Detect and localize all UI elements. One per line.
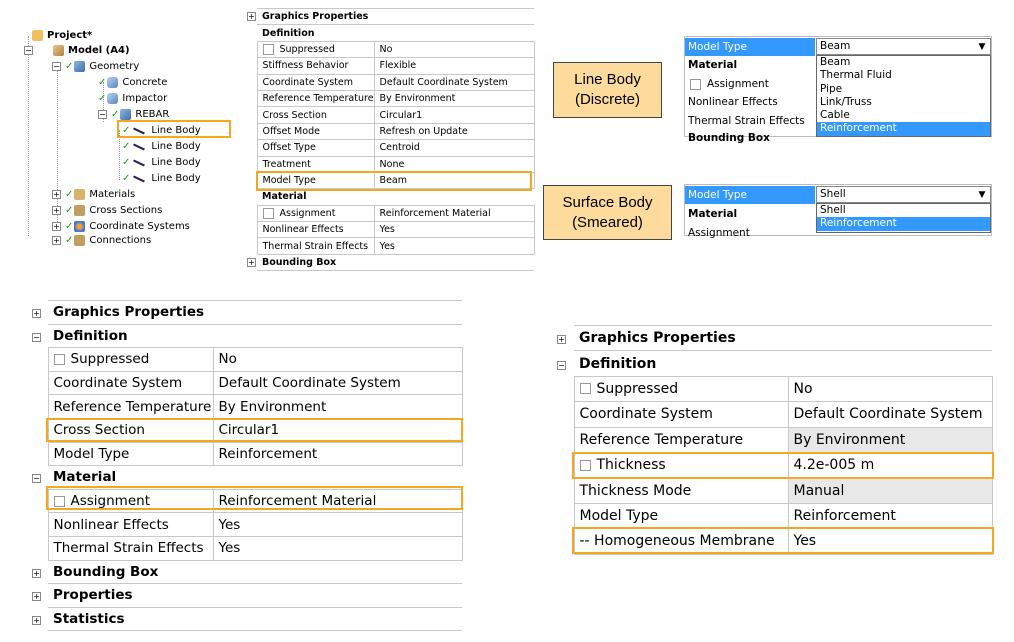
option-cable[interactable]: Cable bbox=[820, 109, 850, 122]
solid-body-icon bbox=[107, 93, 118, 104]
checkbox[interactable] bbox=[263, 208, 274, 219]
surface-body-label: Surface Body (Smeared) bbox=[543, 185, 672, 240]
tree-item-project[interactable]: Project* bbox=[32, 28, 92, 43]
tree-item-line-body[interactable]: ✓ Line Body bbox=[122, 141, 201, 152]
expand-icon[interactable]: + bbox=[33, 568, 40, 578]
collapse-icon[interactable]: − bbox=[25, 46, 32, 55]
tree-item-line-body[interactable]: ✓ Line Body bbox=[122, 125, 201, 136]
tree-item-connections[interactable]: + ✓ Connections bbox=[53, 235, 152, 246]
prop-row[interactable]: Reference Temperature By Environment bbox=[247, 90, 534, 106]
geometry-icon bbox=[74, 61, 85, 72]
prop-row-homogeneous-membrane[interactable]: -- Homogeneous Membrane Yes bbox=[557, 529, 992, 554]
model-type-options bbox=[816, 55, 991, 137]
prop-row-assignment[interactable]: Assignment Reinforcement Material bbox=[32, 489, 462, 513]
expand-icon[interactable]: + bbox=[33, 592, 40, 602]
section-definition[interactable]: Definition bbox=[257, 25, 534, 41]
collapse-icon[interactable]: − bbox=[33, 474, 40, 484]
details-grid-surface-reinforcement bbox=[557, 325, 993, 555]
model-type-options bbox=[816, 203, 991, 233]
tree-item-geometry[interactable]: − ✓ Geometry bbox=[53, 61, 140, 72]
nonlinear-label: Nonlinear Effects bbox=[688, 96, 778, 108]
check-icon: ✓ bbox=[122, 125, 131, 136]
line-body-icon bbox=[134, 175, 146, 182]
prop-row[interactable]: Nonlinear Effects Yes bbox=[247, 222, 534, 238]
checkbox[interactable] bbox=[263, 44, 274, 55]
section-material[interactable]: Material bbox=[48, 466, 462, 490]
model-type-dropdown-line bbox=[684, 36, 992, 144]
prop-row[interactable]: Nonlinear Effects Yes bbox=[32, 513, 462, 537]
section-material[interactable]: Material bbox=[257, 189, 534, 205]
line-body-label: Line Body (Discrete) bbox=[553, 62, 662, 118]
prop-row[interactable]: Suppressed No bbox=[247, 41, 534, 57]
tree-item-concrete[interactable]: ✓ Concrete bbox=[98, 77, 168, 88]
prop-row-cross-section[interactable]: Cross Section Circular1 bbox=[32, 418, 462, 442]
tree-item-cross-sections[interactable]: + ✓ Cross Sections bbox=[53, 205, 163, 216]
prop-row[interactable]: Reference Temperature By Environment bbox=[557, 427, 992, 452]
section-graphics-properties[interactable]: Graphics Properties bbox=[48, 301, 462, 325]
prop-row[interactable]: Suppressed No bbox=[32, 348, 462, 372]
model-type-combo[interactable]: Shell ▼ bbox=[816, 186, 991, 203]
check-icon: ✓ bbox=[122, 141, 131, 152]
prop-row[interactable]: Coordinate System Default Coordinate System bbox=[32, 371, 462, 395]
cross-section-icon bbox=[74, 205, 85, 216]
expand-icon[interactable]: + bbox=[558, 335, 565, 345]
tree-item-coordinate-systems[interactable]: + ✓ Coordinate Systems bbox=[53, 221, 190, 232]
collapse-icon[interactable]: − bbox=[53, 62, 60, 71]
line-body-icon bbox=[134, 127, 146, 134]
check-icon: ✓ bbox=[122, 173, 131, 184]
materials-icon bbox=[74, 189, 85, 200]
section-graphics-properties[interactable]: Graphics Properties bbox=[257, 9, 534, 25]
section-definition[interactable]: Definition bbox=[48, 324, 462, 348]
check-icon: ✓ bbox=[65, 221, 74, 232]
collapse-icon[interactable]: − bbox=[33, 332, 40, 342]
section-properties[interactable]: Properties bbox=[48, 584, 462, 608]
expand-icon[interactable]: + bbox=[33, 616, 40, 626]
prop-row-thickness[interactable]: Thickness 4.2e-005 m bbox=[557, 452, 992, 477]
checkbox[interactable] bbox=[54, 354, 65, 365]
option-link-truss[interactable]: Link/Truss bbox=[820, 95, 872, 108]
prop-row-model-type[interactable]: Model Type Reinforcement bbox=[32, 442, 462, 466]
prop-row[interactable]: Suppressed No bbox=[557, 376, 992, 401]
prop-row[interactable]: Coordinate System Default Coordinate System bbox=[557, 402, 992, 427]
prop-row[interactable]: Thickness Mode Manual bbox=[557, 478, 992, 503]
model-type-dropdown-surface bbox=[684, 184, 992, 239]
expand-icon[interactable]: + bbox=[53, 190, 60, 199]
tree-item-rebar[interactable]: − ✓ REBAR bbox=[99, 109, 170, 120]
prop-row[interactable]: Coordinate System Default Coordinate System bbox=[247, 74, 534, 90]
checkbox[interactable] bbox=[690, 79, 701, 90]
checkbox[interactable] bbox=[580, 460, 591, 471]
chevron-down-icon[interactable]: ▼ bbox=[978, 190, 986, 200]
expand-icon[interactable]: + bbox=[53, 222, 60, 231]
tree-item-line-body[interactable]: ✓ Line Body bbox=[122, 157, 201, 168]
details-grid-beam bbox=[247, 8, 535, 271]
check-icon: ✓ bbox=[111, 109, 120, 120]
tree-item-materials[interactable]: + ✓ Materials bbox=[53, 189, 136, 200]
prop-row[interactable]: Thermal Strain Effects Yes bbox=[247, 238, 534, 254]
section-material: Material bbox=[688, 59, 738, 71]
chevron-down-icon[interactable]: ▼ bbox=[978, 42, 986, 52]
tree-item-model[interactable]: − Model (A4) bbox=[25, 45, 130, 56]
check-icon: ✓ bbox=[98, 77, 107, 88]
checkbox[interactable] bbox=[54, 496, 65, 507]
connections-icon bbox=[74, 235, 85, 246]
part-icon bbox=[120, 109, 131, 120]
project-icon bbox=[32, 30, 43, 41]
check-icon: ✓ bbox=[65, 235, 74, 246]
collapse-icon[interactable]: − bbox=[558, 360, 565, 370]
details-grid-line-reinforcement bbox=[32, 300, 463, 631]
option-reinforcement[interactable]: Reinforcement bbox=[817, 122, 990, 135]
expand-icon[interactable]: + bbox=[33, 309, 40, 319]
section-material: Material bbox=[688, 208, 738, 220]
option-shell[interactable]: Shell bbox=[820, 204, 846, 216]
check-icon: ✓ bbox=[65, 189, 74, 200]
assignment-row: Assignment bbox=[685, 75, 815, 93]
prop-row[interactable]: Offset Mode Refresh on Update bbox=[247, 123, 534, 139]
prop-row[interactable]: Stiffness Behavior Flexible bbox=[247, 58, 534, 74]
option-beam[interactable]: Beam bbox=[820, 56, 851, 68]
prop-row-model-type[interactable]: Model Type Beam bbox=[247, 172, 534, 188]
section-bounding-box[interactable]: Bounding Box bbox=[257, 254, 534, 270]
expand-icon[interactable]: + bbox=[53, 206, 60, 215]
prop-row[interactable]: Treatment None bbox=[247, 156, 534, 172]
tree-item-line-body[interactable]: ✓ Line Body bbox=[122, 173, 201, 184]
model-type-label: Model Type bbox=[685, 38, 815, 56]
prop-row[interactable]: Cross Section Circular1 bbox=[247, 107, 534, 123]
tree-item-impactor[interactable]: ✓ Impactor bbox=[98, 93, 168, 104]
solid-body-icon bbox=[107, 77, 118, 88]
expand-icon[interactable]: + bbox=[248, 12, 255, 22]
model-icon bbox=[53, 45, 64, 56]
check-icon: ✓ bbox=[122, 157, 131, 168]
check-icon: ✓ bbox=[65, 61, 74, 72]
model-type-combo[interactable]: Beam ▼ bbox=[816, 38, 991, 55]
expand-icon[interactable]: + bbox=[53, 236, 60, 245]
check-icon: ✓ bbox=[98, 93, 107, 104]
section-bounding-box: Bounding Box bbox=[688, 132, 770, 144]
line-body-icon bbox=[134, 143, 146, 150]
project-tree bbox=[24, 26, 238, 246]
collapse-icon[interactable]: − bbox=[99, 110, 106, 119]
thermal-label: Thermal Strain Effects bbox=[688, 115, 805, 127]
option-pipe[interactable]: Pipe bbox=[820, 82, 843, 95]
model-type-label: Model Type bbox=[685, 186, 815, 204]
prop-row[interactable]: Assignment Reinforcement Material bbox=[247, 205, 534, 221]
option-reinforcement[interactable]: Reinforcement bbox=[817, 217, 990, 230]
prop-row[interactable]: Reference Temperature By Environment bbox=[32, 395, 462, 419]
checkbox[interactable] bbox=[580, 383, 591, 394]
prop-row[interactable]: Model Type Reinforcement bbox=[557, 503, 992, 528]
check-icon: ✓ bbox=[65, 205, 74, 216]
option-thermal-fluid[interactable]: Thermal Fluid bbox=[820, 69, 892, 82]
section-definition[interactable]: Definition bbox=[574, 351, 992, 376]
section-bounding-box[interactable]: Bounding Box bbox=[48, 560, 462, 584]
prop-row[interactable]: Thermal Strain Effects Yes bbox=[32, 536, 462, 560]
line-body-icon bbox=[134, 159, 146, 166]
assignment-label: Assignment bbox=[688, 227, 750, 239]
section-graphics-properties[interactable]: Graphics Properties bbox=[574, 326, 992, 351]
expand-icon[interactable]: + bbox=[248, 258, 255, 268]
prop-row[interactable]: Offset Type Centroid bbox=[247, 140, 534, 156]
section-statistics[interactable]: Statistics bbox=[48, 607, 462, 631]
coordinate-system-icon bbox=[74, 221, 85, 232]
